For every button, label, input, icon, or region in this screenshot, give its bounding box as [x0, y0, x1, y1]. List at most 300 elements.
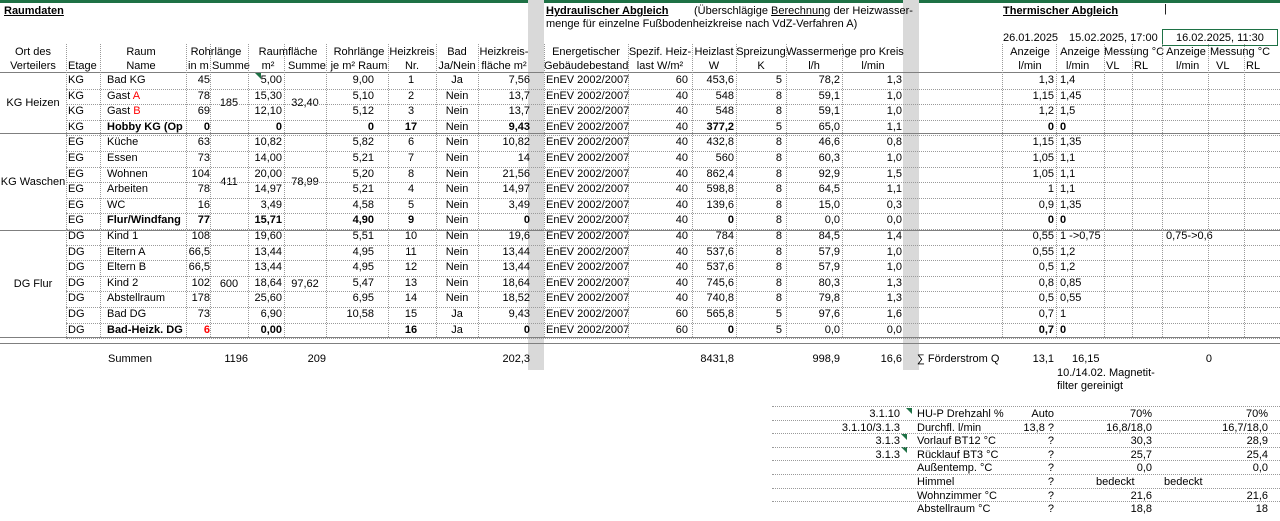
cell-etage[interactable]: DG: [68, 308, 85, 320]
cell-bad[interactable]: Nein: [445, 199, 469, 211]
param-label[interactable]: HU-P Drehzahl %: [917, 408, 1004, 420]
param-label[interactable]: Wohnzimmer °C: [917, 490, 997, 502]
cell-heizkreisflaeche[interactable]: 21,56: [502, 168, 530, 180]
cell-spreizung[interactable]: 8: [775, 168, 782, 180]
cell-wassermenge-lmin[interactable]: 1,0: [886, 261, 902, 273]
cell-anzeige-1[interactable]: 0,7: [1038, 308, 1054, 320]
cell-heizlast[interactable]: 565,8: [706, 308, 734, 320]
cell-heizkreisflaeche[interactable]: 13,7: [508, 105, 530, 117]
cell-raumflaeche[interactable]: 25,60: [254, 292, 282, 304]
cell-heizkreisflaeche[interactable]: 9,43: [508, 308, 530, 320]
cell-heizlast[interactable]: 598,8: [706, 183, 734, 195]
param-value-2[interactable]: 70%: [1129, 408, 1152, 420]
param-value-1[interactable]: ?: [1047, 435, 1054, 447]
cell-raumflaeche[interactable]: 18,64: [254, 277, 282, 289]
cell-anzeige-1[interactable]: 0,9: [1038, 199, 1054, 211]
cell-wassermenge-lmin[interactable]: 0,8: [886, 136, 902, 148]
cell-wassermenge-lmin[interactable]: 1,1: [886, 183, 902, 195]
cell-heizkreis-nr[interactable]: 17: [404, 121, 418, 133]
param-value-1[interactable]: Auto: [1031, 408, 1054, 420]
param-value-2[interactable]: 25,7: [1130, 449, 1152, 461]
cell-heizlast[interactable]: 745,6: [706, 277, 734, 289]
cell-bad[interactable]: Nein: [445, 292, 469, 304]
cell-room-name[interactable]: [107, 168, 187, 181]
cell-raumflaeche[interactable]: 3,49: [260, 199, 282, 211]
cell-anzeige-3[interactable]: 0,75->0,6: [1166, 230, 1213, 242]
cell-room-name[interactable]: [107, 74, 187, 87]
cell-spreizung[interactable]: 8: [775, 183, 782, 195]
param-value-2[interactable]: 16,8/18,0: [1106, 422, 1152, 434]
cell-rohrlaenge[interactable]: 102: [191, 277, 210, 289]
cell-etage[interactable]: KG: [68, 74, 84, 86]
cell-rohr-je-m2[interactable]: 0: [367, 121, 374, 133]
cell-anzeige-3[interactable]: [1166, 90, 1226, 103]
param-label[interactable]: Abstellraum °C: [917, 503, 991, 515]
cell-anzeige-3[interactable]: [1166, 136, 1226, 149]
cell-bad[interactable]: Nein: [445, 90, 469, 102]
cell-heizlast[interactable]: 548: [715, 90, 734, 102]
cell-rohrlaenge[interactable]: 6: [203, 324, 210, 336]
cell-anzeige-2[interactable]: 1,2: [1060, 246, 1076, 258]
cell-heizkreisflaeche[interactable]: 3,49: [508, 199, 530, 211]
cell-rohrlaenge[interactable]: 78: [197, 183, 210, 195]
cell-raumflaeche[interactable]: 0: [275, 121, 282, 133]
cell-heizkreis-nr[interactable]: 1: [407, 74, 415, 86]
param-value-3[interactable]: 25,4: [1246, 449, 1268, 461]
param-code[interactable]: 3.1.3: [875, 435, 900, 447]
cell-etage[interactable]: KG: [68, 105, 84, 117]
param-label[interactable]: Vorlauf BT12 °C: [917, 435, 996, 447]
cell-wassermenge-lmin[interactable]: 1,3: [886, 292, 902, 304]
cell-rohr-je-m2[interactable]: 4,90: [352, 214, 374, 226]
cell-heizkreis-nr[interactable]: 10: [404, 230, 418, 242]
cell-wassermenge-lmin[interactable]: 0,0: [886, 214, 902, 226]
cell-bad[interactable]: Nein: [445, 121, 469, 133]
cell-rohrlaenge[interactable]: 77: [197, 214, 210, 226]
cell-heizlast[interactable]: 740,8: [706, 292, 734, 304]
cell-anzeige-2[interactable]: 0,55: [1060, 292, 1082, 304]
cell-spreizung[interactable]: 8: [775, 199, 782, 211]
cell-rohr-je-m2[interactable]: 10,58: [346, 308, 374, 320]
cell-gebaeudebestand[interactable]: EnEV 2002/2007: [546, 105, 630, 117]
cell-gebaeudebestand[interactable]: EnEV 2002/2007: [546, 261, 630, 273]
cell-rohrlaenge[interactable]: 63: [197, 136, 210, 148]
cell-anzeige-2[interactable]: 1 ->0,75: [1060, 230, 1101, 242]
cell-spez-heizlast[interactable]: 60: [675, 74, 688, 86]
cell-wassermenge-lh[interactable]: 78,2: [818, 74, 840, 86]
cell-anzeige-2[interactable]: 1,1: [1060, 168, 1076, 180]
cell-heizkreisflaeche[interactable]: 9,43: [508, 121, 530, 133]
cell-gebaeudebestand[interactable]: EnEV 2002/2007: [546, 292, 630, 304]
cell-heizkreisflaeche[interactable]: 0: [523, 324, 530, 336]
cell-gebaeudebestand[interactable]: EnEV 2002/2007: [546, 277, 630, 289]
param-label[interactable]: Außentemp. °C: [917, 462, 993, 474]
cell-bad[interactable]: Nein: [445, 152, 469, 164]
cell-anzeige-2[interactable]: 0,85: [1060, 277, 1082, 289]
cell-gebaeudebestand[interactable]: EnEV 2002/2007: [546, 230, 630, 242]
cell-room-name[interactable]: [107, 308, 187, 321]
cell-rohrlaenge[interactable]: 69: [197, 105, 210, 117]
cell-anzeige-1[interactable]: 1,2: [1038, 105, 1054, 117]
cell-wassermenge-lmin[interactable]: 1,0: [886, 90, 902, 102]
cell-etage[interactable]: KG: [68, 121, 84, 133]
cell-etage[interactable]: DG: [68, 292, 85, 304]
cell-heizlast[interactable]: 560: [715, 152, 734, 164]
cell-anzeige-2[interactable]: 1,1: [1060, 152, 1076, 164]
param-value-2[interactable]: bedeckt: [1096, 476, 1135, 488]
cell-anzeige-2[interactable]: 1,2: [1060, 261, 1076, 273]
cell-anzeige-3[interactable]: [1166, 152, 1226, 165]
cell-wassermenge-lh[interactable]: 60,3: [818, 152, 840, 164]
cell-wassermenge-lh[interactable]: 15,0: [818, 199, 840, 211]
param-value-1[interactable]: ?: [1047, 503, 1054, 515]
cell-rohr-je-m2[interactable]: 5,82: [352, 136, 374, 148]
cell-heizkreisflaeche[interactable]: 0: [523, 214, 530, 226]
cell-spreizung[interactable]: 5: [775, 121, 782, 133]
cell-wassermenge-lmin[interactable]: 1,1: [886, 121, 902, 133]
cell-spreizung[interactable]: 5: [775, 74, 782, 86]
cell-room-name[interactable]: [107, 324, 187, 337]
cell-gebaeudebestand[interactable]: EnEV 2002/2007: [546, 136, 630, 148]
cell-spreizung[interactable]: 8: [775, 105, 782, 117]
cell-gebaeudebestand[interactable]: EnEV 2002/2007: [546, 214, 630, 226]
cell-spez-heizlast[interactable]: 40: [675, 90, 688, 102]
cell-bad[interactable]: Ja: [451, 308, 463, 320]
cell-rohr-je-m2[interactable]: 4,58: [352, 199, 374, 211]
cell-spez-heizlast[interactable]: 40: [675, 261, 688, 273]
param-value-1[interactable]: 13,8 ?: [1023, 422, 1054, 434]
cell-heizkreisflaeche[interactable]: 7,56: [508, 74, 530, 86]
cell-spez-heizlast[interactable]: 40: [675, 136, 688, 148]
param-value-3[interactable]: bedeckt: [1164, 476, 1203, 488]
cell-heizkreisflaeche[interactable]: 10,82: [502, 136, 530, 148]
param-code[interactable]: 3.1.3: [875, 449, 900, 461]
cell-heizkreis-nr[interactable]: 16: [404, 324, 418, 336]
cell-wassermenge-lmin[interactable]: 1,5: [886, 168, 902, 180]
cell-wassermenge-lh[interactable]: 57,9: [818, 261, 840, 273]
cell-etage[interactable]: DG: [68, 261, 85, 273]
cell-wassermenge-lh[interactable]: 0,0: [824, 324, 840, 336]
cell-heizlast[interactable]: 432,8: [706, 136, 734, 148]
cell-bad[interactable]: Nein: [445, 105, 469, 117]
param-value-3[interactable]: 18: [1255, 503, 1268, 515]
cell-etage[interactable]: DG: [68, 246, 85, 258]
date-3[interactable]: 16.02.2025, 11:30: [1176, 32, 1264, 44]
cell-heizkreis-nr[interactable]: 14: [404, 292, 418, 304]
cell-wassermenge-lmin[interactable]: 1,0: [886, 152, 902, 164]
cell-wassermenge-lh[interactable]: 92,9: [818, 168, 840, 180]
cell-wassermenge-lmin[interactable]: 1,4: [886, 230, 902, 242]
cell-heizkreisflaeche[interactable]: 14,97: [502, 183, 530, 195]
cell-heizlast[interactable]: 0: [727, 324, 734, 336]
cell-raumflaeche[interactable]: 19,60: [254, 230, 282, 242]
param-code[interactable]: 3.1.10: [869, 408, 900, 420]
cell-anzeige-3[interactable]: [1166, 292, 1226, 305]
cell-room-name[interactable]: [107, 105, 187, 118]
cell-wassermenge-lh[interactable]: 80,3: [818, 277, 840, 289]
param-value-3[interactable]: 28,9: [1246, 435, 1268, 447]
cell-wassermenge-lh[interactable]: 0,0: [824, 214, 840, 226]
cell-rohr-je-m2[interactable]: 5,47: [352, 277, 374, 289]
cell-bad[interactable]: Ja: [451, 324, 463, 336]
cell-spez-heizlast[interactable]: 40: [675, 277, 688, 289]
cell-rohrlaenge[interactable]: 45: [197, 74, 210, 86]
cell-spez-heizlast[interactable]: 40: [675, 121, 688, 133]
cell-etage[interactable]: DG: [68, 277, 85, 289]
cell-room-name[interactable]: [107, 292, 187, 305]
cell-raumflaeche[interactable]: 10,82: [254, 136, 282, 148]
cell-spreizung[interactable]: 8: [775, 230, 782, 242]
cell-etage[interactable]: EG: [68, 183, 84, 195]
param-label[interactable]: Himmel: [917, 476, 955, 488]
cell-rohrlaenge[interactable]: 0: [203, 121, 210, 133]
cell-room-name[interactable]: [107, 230, 187, 243]
cell-rohr-je-m2[interactable]: 5,10: [352, 90, 374, 102]
cell-spreizung[interactable]: 8: [775, 90, 782, 102]
cell-gebaeudebestand[interactable]: EnEV 2002/2007: [546, 168, 630, 180]
cell-gebaeudebestand[interactable]: EnEV 2002/2007: [546, 199, 630, 211]
cell-rohrlaenge[interactable]: 66,5: [188, 261, 210, 273]
cell-gebaeudebestand[interactable]: EnEV 2002/2007: [546, 246, 630, 258]
cell-heizkreisflaeche[interactable]: 13,44: [502, 246, 530, 258]
cell-anzeige-3[interactable]: [1166, 74, 1226, 87]
cell-anzeige-3[interactable]: [1166, 168, 1226, 181]
cell-anzeige-3[interactable]: [1166, 199, 1226, 212]
cell-heizkreis-nr[interactable]: 12: [404, 261, 418, 273]
cell-anzeige-2[interactable]: 0: [1060, 121, 1067, 133]
cell-heizlast[interactable]: 784: [715, 230, 734, 242]
param-code[interactable]: 3.1.10/3.1.3: [841, 422, 900, 434]
cell-wassermenge-lh[interactable]: 46,6: [818, 136, 840, 148]
cell-anzeige-2[interactable]: 0: [1060, 324, 1067, 336]
cell-spez-heizlast[interactable]: 40: [675, 199, 688, 211]
param-value-2[interactable]: 21,6: [1130, 490, 1152, 502]
cell-rohrlaenge[interactable]: 16: [197, 199, 210, 211]
cell-rohr-je-m2[interactable]: 4,95: [352, 261, 374, 273]
cell-wassermenge-lmin[interactable]: 1,6: [886, 308, 902, 320]
cell-anzeige-3[interactable]: [1166, 308, 1226, 321]
cell-rohr-je-m2[interactable]: 6,95: [352, 292, 374, 304]
cell-spreizung[interactable]: 8: [775, 136, 782, 148]
cell-bad[interactable]: Nein: [445, 183, 469, 195]
cell-rohr-je-m2[interactable]: 4,95: [352, 246, 374, 258]
cell-gebaeudebestand[interactable]: EnEV 2002/2007: [546, 121, 630, 133]
cell-wassermenge-lh[interactable]: 64,5: [818, 183, 840, 195]
cell-rohr-je-m2[interactable]: 5,21: [352, 183, 374, 195]
cell-rohr-je-m2[interactable]: 9,00: [352, 74, 374, 86]
cell-anzeige-2[interactable]: 1,35: [1060, 199, 1082, 211]
cell-anzeige-3[interactable]: [1166, 277, 1226, 290]
cell-heizlast[interactable]: 548: [715, 105, 734, 117]
param-value-1[interactable]: ?: [1047, 476, 1054, 488]
cell-anzeige-3[interactable]: [1166, 214, 1226, 227]
cell-anzeige-1[interactable]: 1,05: [1032, 152, 1054, 164]
cell-bad[interactable]: Nein: [445, 246, 469, 258]
cell-etage[interactable]: EG: [68, 136, 84, 148]
cell-heizkreis-nr[interactable]: 7: [407, 152, 415, 164]
cell-wassermenge-lh[interactable]: 97,6: [818, 308, 840, 320]
cell-etage[interactable]: DG: [68, 230, 85, 242]
cell-rohrlaenge[interactable]: 73: [197, 152, 210, 164]
cell-bad[interactable]: Nein: [445, 168, 469, 180]
param-value-1[interactable]: ?: [1047, 449, 1054, 461]
cell-anzeige-3[interactable]: [1166, 324, 1226, 337]
cell-bad[interactable]: Nein: [445, 277, 469, 289]
cell-anzeige-1[interactable]: 0,5: [1038, 261, 1054, 273]
cell-heizkreisflaeche[interactable]: 14: [517, 152, 530, 164]
cell-heizkreis-nr[interactable]: 4: [407, 183, 415, 195]
cell-anzeige-1[interactable]: 0,7: [1038, 324, 1054, 336]
cell-etage[interactable]: KG: [68, 90, 84, 102]
cell-wassermenge-lmin[interactable]: 1,3: [886, 74, 902, 86]
param-value-3[interactable]: 70%: [1245, 408, 1268, 420]
cell-anzeige-3[interactable]: [1166, 105, 1226, 118]
cell-heizkreisflaeche[interactable]: 19,6: [508, 230, 530, 242]
cell-spreizung[interactable]: 8: [775, 152, 782, 164]
cell-spreizung[interactable]: 8: [775, 214, 782, 226]
param-value-1[interactable]: ?: [1047, 462, 1054, 474]
cell-heizlast[interactable]: 862,4: [706, 168, 734, 180]
cell-heizlast[interactable]: 377,2: [706, 121, 734, 133]
cell-wassermenge-lmin[interactable]: 1,0: [886, 246, 902, 258]
cell-spez-heizlast[interactable]: 40: [675, 183, 688, 195]
cell-anzeige-2[interactable]: 1,5: [1060, 105, 1076, 117]
param-value-3[interactable]: 16,7/18,0: [1222, 422, 1268, 434]
cell-anzeige-1[interactable]: 0: [1047, 121, 1054, 133]
cell-wassermenge-lh[interactable]: 79,8: [818, 292, 840, 304]
cell-spez-heizlast[interactable]: 60: [675, 324, 688, 336]
cell-heizkreisflaeche[interactable]: 18,64: [502, 277, 530, 289]
cell-wassermenge-lmin[interactable]: 1,3: [886, 277, 902, 289]
cell-anzeige-1[interactable]: 0,8: [1038, 277, 1054, 289]
cell-anzeige-2[interactable]: 1: [1060, 308, 1067, 320]
cell-rohrlaenge[interactable]: 108: [191, 230, 210, 242]
cell-etage[interactable]: EG: [68, 214, 84, 226]
cell-raumflaeche[interactable]: 15,71: [254, 214, 282, 226]
cell-rohrlaenge[interactable]: 78: [197, 90, 210, 102]
cell-room-name[interactable]: [107, 214, 187, 227]
cell-heizkreis-nr[interactable]: 3: [407, 105, 415, 117]
cell-bad[interactable]: Nein: [445, 230, 469, 242]
cell-room-name[interactable]: [107, 246, 187, 259]
cell-heizkreisflaeche[interactable]: 13,44: [502, 261, 530, 273]
cell-etage[interactable]: EG: [68, 152, 84, 164]
cell-raumflaeche[interactable]: 20,00: [254, 168, 282, 180]
cell-spreizung[interactable]: 5: [775, 308, 782, 320]
cell-spreizung[interactable]: 8: [775, 277, 782, 289]
cell-wassermenge-lmin[interactable]: 0,0: [886, 324, 902, 336]
cell-anzeige-1[interactable]: 0,5: [1038, 292, 1054, 304]
cell-anzeige-1[interactable]: 0,55: [1032, 246, 1054, 258]
cell-spez-heizlast[interactable]: 40: [675, 105, 688, 117]
cell-heizlast[interactable]: 139,6: [706, 199, 734, 211]
cell-spez-heizlast[interactable]: 40: [675, 246, 688, 258]
cell-gebaeudebestand[interactable]: EnEV 2002/2007: [546, 183, 630, 195]
param-label[interactable]: Durchfl. l/min: [917, 422, 982, 434]
cell-heizlast[interactable]: 537,6: [706, 261, 734, 273]
cell-raumflaeche[interactable]: 15,30: [254, 90, 282, 102]
cell-heizkreis-nr[interactable]: 11: [405, 246, 417, 258]
cell-raumflaeche[interactable]: 6,90: [260, 308, 282, 320]
cell-spez-heizlast[interactable]: 40: [675, 214, 688, 226]
cell-gebaeudebestand[interactable]: EnEV 2002/2007: [546, 152, 630, 164]
cell-spez-heizlast[interactable]: 40: [675, 292, 688, 304]
cell-room-name[interactable]: [107, 136, 187, 149]
param-value-2[interactable]: 30,3: [1130, 435, 1152, 447]
param-value-3[interactable]: 0,0: [1252, 462, 1268, 474]
cell-etage[interactable]: DG: [68, 324, 85, 336]
cell-heizkreis-nr[interactable]: 8: [407, 168, 415, 180]
cell-anzeige-1[interactable]: 1: [1047, 183, 1054, 195]
cell-heizlast[interactable]: 537,6: [706, 246, 734, 258]
cell-gebaeudebestand[interactable]: EnEV 2002/2007: [546, 90, 630, 102]
cell-gebaeudebestand[interactable]: EnEV 2002/2007: [546, 74, 630, 86]
cell-anzeige-2[interactable]: 1,45: [1060, 90, 1082, 102]
cell-rohr-je-m2[interactable]: 5,20: [352, 168, 374, 180]
cell-rohrlaenge[interactable]: 66,5: [188, 246, 210, 258]
cell-bad[interactable]: Ja: [451, 74, 463, 86]
cell-rohrlaenge[interactable]: 178: [191, 292, 210, 304]
cell-spez-heizlast[interactable]: 40: [675, 152, 688, 164]
cell-raumflaeche[interactable]: 14,00: [254, 152, 282, 164]
cell-anzeige-2[interactable]: 1,1: [1060, 183, 1076, 195]
cell-spez-heizlast[interactable]: 40: [675, 168, 688, 180]
cell-spreizung[interactable]: 8: [775, 246, 782, 258]
cell-anzeige-3[interactable]: [1166, 246, 1226, 259]
cell-wassermenge-lh[interactable]: 84,5: [818, 230, 840, 242]
cell-spreizung[interactable]: 8: [775, 261, 782, 273]
cell-spez-heizlast[interactable]: 60: [675, 308, 688, 320]
cell-wassermenge-lh[interactable]: 65,0: [818, 121, 840, 133]
cell-anzeige-1[interactable]: 0: [1047, 214, 1054, 226]
cell-rohrlaenge[interactable]: 73: [197, 308, 210, 320]
cell-raumflaeche[interactable]: 13,44: [254, 261, 282, 273]
cell-raumflaeche[interactable]: 14,97: [254, 183, 282, 195]
cell-heizlast[interactable]: 453,6: [706, 74, 734, 86]
cell-gebaeudebestand[interactable]: EnEV 2002/2007: [546, 324, 630, 336]
cell-bad[interactable]: Nein: [445, 136, 469, 148]
cell-heizkreisflaeche[interactable]: 13,7: [508, 90, 530, 102]
param-code[interactable]: [820, 503, 900, 516]
param-value-1[interactable]: ?: [1047, 490, 1054, 502]
cell-anzeige-1[interactable]: 1,15: [1032, 90, 1054, 102]
cell-wassermenge-lh[interactable]: 59,1: [818, 105, 840, 117]
cell-wassermenge-lmin[interactable]: 0,3: [886, 199, 902, 211]
cell-raumflaeche[interactable]: 0,00: [260, 324, 282, 336]
cell-raumflaeche[interactable]: 13,44: [254, 246, 282, 258]
cell-room-name[interactable]: [107, 183, 187, 196]
cell-etage[interactable]: EG: [68, 168, 84, 180]
param-value-2[interactable]: 18,8: [1130, 503, 1152, 515]
param-label[interactable]: Rücklauf BT3 °C: [917, 449, 999, 461]
cell-room-name[interactable]: [107, 90, 187, 103]
cell-heizkreis-nr[interactable]: 13: [404, 277, 418, 289]
cell-anzeige-3[interactable]: [1166, 183, 1226, 196]
cell-anzeige-2[interactable]: 0: [1060, 214, 1067, 226]
cell-heizkreis-nr[interactable]: 2: [407, 90, 415, 102]
cell-bad[interactable]: Nein: [445, 261, 469, 273]
cell-raumflaeche[interactable]: 12,10: [254, 105, 282, 117]
cell-rohr-je-m2[interactable]: [330, 324, 374, 337]
cell-bad[interactable]: Nein: [445, 214, 469, 226]
cell-heizkreis-nr[interactable]: 5: [407, 199, 415, 211]
cell-spez-heizlast[interactable]: 40: [675, 230, 688, 242]
cell-spreizung[interactable]: 5: [775, 324, 782, 336]
cell-etage[interactable]: EG: [68, 199, 84, 211]
cell-rohr-je-m2[interactable]: 5,21: [352, 152, 374, 164]
cell-anzeige-1[interactable]: 1,15: [1032, 136, 1054, 148]
cell-rohr-je-m2[interactable]: 5,12: [352, 105, 374, 117]
